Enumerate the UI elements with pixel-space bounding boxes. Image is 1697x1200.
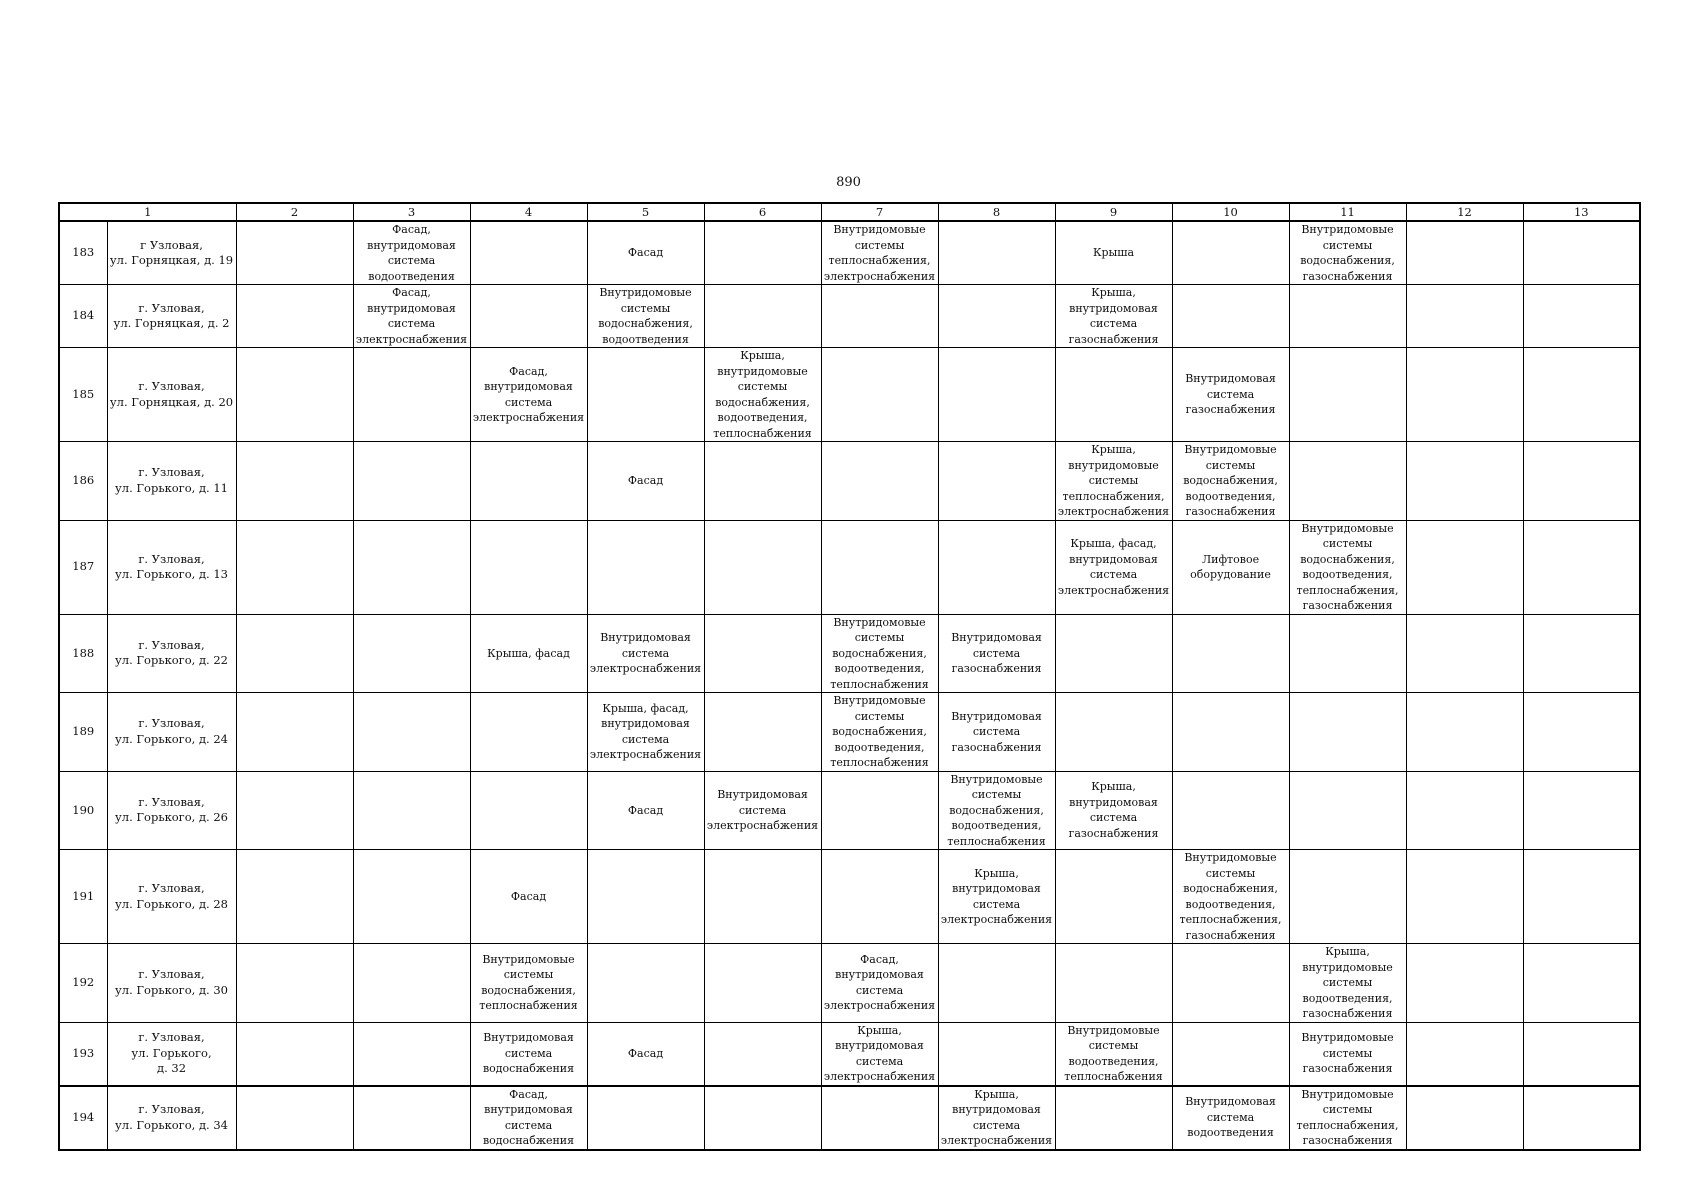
work-cell [1172, 771, 1289, 850]
work-cell [1406, 348, 1523, 442]
work-cell [236, 771, 353, 850]
column-header: 2 [236, 203, 353, 221]
table-row [59, 1086, 1640, 1150]
work-cell: Фасад [587, 771, 704, 850]
work-cell [704, 1022, 821, 1086]
work-cell [587, 1086, 704, 1150]
work-cell: Крыша, внутридомовая система газоснабжения [1055, 771, 1172, 850]
work-cell [1289, 285, 1406, 348]
work-cell [821, 285, 938, 348]
work-cell [821, 520, 938, 614]
work-cell [1406, 614, 1523, 693]
column-header: 12 [1406, 203, 1523, 221]
work-cell [821, 348, 938, 442]
work-cell [1289, 850, 1406, 944]
work-cell: Фасад, внутридомовая система водоснабжения [470, 1086, 587, 1150]
work-cell [821, 850, 938, 944]
work-cell [236, 1022, 353, 1086]
work-cell [353, 614, 470, 693]
address-cell: г. Узловая, ул. Горняцкая, д. 2 [107, 285, 236, 348]
work-cell: Крыша, внутридомовые системы теплоснабжения, электроснабжения [1055, 442, 1172, 521]
work-cell [353, 442, 470, 521]
work-cell [587, 520, 704, 614]
work-cell [1406, 693, 1523, 772]
work-cell [1055, 850, 1172, 944]
work-cell [704, 285, 821, 348]
table-row [59, 771, 1640, 850]
work-cell [1055, 614, 1172, 693]
work-cell: Крыша, фасад, внутридомовая система электроснабжения [587, 693, 704, 772]
work-cell [1523, 442, 1640, 521]
work-cell [1523, 348, 1640, 442]
work-cell: Внутридомовые системы теплоснабжения, газоснабжения [1289, 1086, 1406, 1150]
work-cell [704, 614, 821, 693]
work-cell [821, 442, 938, 521]
work-cell [353, 850, 470, 944]
row-number: 190 [59, 771, 107, 850]
work-cell: Фасад, внутридомовая система электроснабжения [353, 285, 470, 348]
column-number-row [59, 203, 1640, 221]
work-cell [587, 850, 704, 944]
work-cell: Внутридомовая система электроснабжения [587, 614, 704, 693]
work-cell [938, 1022, 1055, 1086]
work-cell [704, 1086, 821, 1150]
work-cell [353, 1086, 470, 1150]
work-cell [1055, 348, 1172, 442]
work-cell [938, 442, 1055, 521]
work-cell [704, 850, 821, 944]
work-cell: Крыша, фасад, внутридомовая система электроснабжения [1055, 520, 1172, 614]
work-cell [587, 944, 704, 1023]
table-row [59, 850, 1640, 944]
work-cell: Внутридомовые системы теплоснабжения, электроснабжения [821, 221, 938, 285]
work-cell [236, 285, 353, 348]
work-cell [1055, 1086, 1172, 1150]
work-cell [938, 520, 1055, 614]
work-cell [470, 221, 587, 285]
work-cell [1406, 442, 1523, 521]
address-cell: г. Узловая, ул. Горького, д. 13 [107, 520, 236, 614]
work-cell [1289, 442, 1406, 521]
work-cell [1406, 221, 1523, 285]
work-cell: Фасад [470, 850, 587, 944]
work-cell: Внутридомовая система водоотведения [1172, 1086, 1289, 1150]
work-cell: Крыша, внутридомовая система электроснабжения [821, 1022, 938, 1086]
work-cell: Внутридомовая система электроснабжения [704, 771, 821, 850]
work-cell [470, 520, 587, 614]
table-row [59, 348, 1640, 442]
work-cell [353, 693, 470, 772]
work-cell: Лифтовое оборудование [1172, 520, 1289, 614]
work-cell: Внутридомовая система газоснабжения [938, 693, 1055, 772]
work-cell [236, 442, 353, 521]
column-header: 11 [1289, 203, 1406, 221]
work-cell: Внутридомовые системы водоснабжения, водоотведения, теплоснабжения [938, 771, 1055, 850]
work-cell [236, 850, 353, 944]
column-header: 9 [1055, 203, 1172, 221]
work-cell [236, 693, 353, 772]
work-cell: Внутридомовые системы водоотведения, теплоснабжения [1055, 1022, 1172, 1086]
address-cell: г. Узловая, ул. Горького, д. 28 [107, 850, 236, 944]
work-cell [938, 348, 1055, 442]
work-cell [938, 285, 1055, 348]
work-cell: Фасад, внутридомовая система электроснабжения [821, 944, 938, 1023]
table-row [59, 221, 1640, 285]
work-cell: Крыша, внутридомовая система электроснабжения [938, 1086, 1055, 1150]
work-cell: Фасад, внутридомовая система электроснабжения [470, 348, 587, 442]
table-row [59, 944, 1640, 1023]
work-cell: Внутридомовые системы водоснабжения, теплоснабжения [470, 944, 587, 1023]
address-cell: г. Узловая, ул. Горького, д. 11 [107, 442, 236, 521]
address-cell: г. Узловая, ул. Горького, д. 22 [107, 614, 236, 693]
work-cell [821, 771, 938, 850]
work-cell [1406, 1022, 1523, 1086]
work-cell [353, 944, 470, 1023]
work-cell [353, 520, 470, 614]
table-body [59, 221, 1640, 1150]
work-cell [704, 442, 821, 521]
column-header: 4 [470, 203, 587, 221]
address-cell: г Узловая, ул. Горняцкая, д. 19 [107, 221, 236, 285]
work-cell [353, 1022, 470, 1086]
table-row [59, 693, 1640, 772]
work-cell [1055, 693, 1172, 772]
work-cell: Крыша, фасад [470, 614, 587, 693]
table-row [59, 1022, 1640, 1086]
work-cell [1523, 614, 1640, 693]
work-cell [1523, 1022, 1640, 1086]
work-cell [1289, 348, 1406, 442]
work-cell [236, 348, 353, 442]
work-cell: Крыша, внутридомовые системы водоотведения, газоснабжения [1289, 944, 1406, 1023]
work-cell [236, 1086, 353, 1150]
work-cell [1406, 285, 1523, 348]
work-cell: Крыша [1055, 221, 1172, 285]
work-cell: Внутридомовые системы водоснабжения, водоотведения, теплоснабжения [821, 614, 938, 693]
work-cell [1172, 614, 1289, 693]
work-cell [1523, 944, 1640, 1023]
work-cell [470, 285, 587, 348]
row-number: 188 [59, 614, 107, 693]
work-cell [236, 520, 353, 614]
row-number: 194 [59, 1086, 107, 1150]
table-row [59, 285, 1640, 348]
row-number: 183 [59, 221, 107, 285]
work-cell [704, 221, 821, 285]
work-cell: Внутридомовые системы водоснабжения, водоотведения, газоснабжения [1172, 442, 1289, 521]
work-cell [470, 771, 587, 850]
work-cell [1289, 614, 1406, 693]
work-cell: Внутридомовые системы водоснабжения, газоснабжения [1289, 221, 1406, 285]
work-cell [1289, 771, 1406, 850]
work-cell [470, 442, 587, 521]
address-cell: г. Узловая, ул. Горького, д. 30 [107, 944, 236, 1023]
work-cell: Внутридомовые системы водоснабжения, водоотведения, теплоснабжения, газоснабжения [1172, 850, 1289, 944]
work-cell [353, 348, 470, 442]
work-cell [1523, 850, 1640, 944]
table-row [59, 520, 1640, 614]
work-cell: Крыша, внутридомовая система электроснабжения [938, 850, 1055, 944]
work-cell [1406, 1086, 1523, 1150]
work-cell [821, 1086, 938, 1150]
row-number: 189 [59, 693, 107, 772]
work-cell: Крыша, внутридомовые системы водоснабжения, водоотведения, теплоснабжения [704, 348, 821, 442]
work-cell [1172, 1022, 1289, 1086]
address-cell: г. Узловая, ул. Горького, д. 26 [107, 771, 236, 850]
work-cell [704, 944, 821, 1023]
work-cell: Фасад [587, 442, 704, 521]
column-header: 13 [1523, 203, 1640, 221]
address-cell: г. Узловая, ул. Горького, д. 32 [107, 1022, 236, 1086]
work-cell [1172, 693, 1289, 772]
work-cell: Внутридомовые системы водоснабжения, водоотведения, теплоснабжения, газоснабжения [1289, 520, 1406, 614]
column-header: 10 [1172, 203, 1289, 221]
work-cell [1055, 944, 1172, 1023]
work-cell [1406, 850, 1523, 944]
work-cell [587, 348, 704, 442]
column-header: 8 [938, 203, 1055, 221]
address-cell: г. Узловая, ул. Горького, д. 24 [107, 693, 236, 772]
row-number: 192 [59, 944, 107, 1023]
work-cell: Внутридомовая система водоснабжения [470, 1022, 587, 1086]
column-header: 3 [353, 203, 470, 221]
work-cell: Внутридомовые системы газоснабжения [1289, 1022, 1406, 1086]
row-number: 187 [59, 520, 107, 614]
work-cell: Крыша, внутридомовая система газоснабжения [1055, 285, 1172, 348]
work-cell [704, 520, 821, 614]
column-header: 5 [587, 203, 704, 221]
work-cell [938, 944, 1055, 1023]
work-cell: Фасад [587, 221, 704, 285]
work-cell [1523, 693, 1640, 772]
work-cell: Фасад [587, 1022, 704, 1086]
work-cell [1523, 771, 1640, 850]
work-cell [236, 614, 353, 693]
work-cell [1523, 520, 1640, 614]
table-row [59, 614, 1640, 693]
work-cell [1523, 221, 1640, 285]
work-cell [1523, 285, 1640, 348]
work-cell [236, 944, 353, 1023]
page-number: 890 [836, 175, 861, 190]
row-number: 184 [59, 285, 107, 348]
column-header: 7 [821, 203, 938, 221]
column-header: 1 [59, 203, 236, 221]
work-cell [1406, 944, 1523, 1023]
work-cell: Внутридомовая система газоснабжения [938, 614, 1055, 693]
work-cell [1406, 520, 1523, 614]
work-cell: Внутридомовые системы водоснабжения, водоотведения [587, 285, 704, 348]
row-number: 185 [59, 348, 107, 442]
work-cell [1172, 944, 1289, 1023]
work-cell [1523, 1086, 1640, 1150]
work-cell [938, 221, 1055, 285]
row-number: 193 [59, 1022, 107, 1086]
row-number: 186 [59, 442, 107, 521]
work-cell: Внутридомовая система газоснабжения [1172, 348, 1289, 442]
work-cell [236, 221, 353, 285]
table-row [59, 442, 1640, 521]
work-cell [470, 693, 587, 772]
work-cell: Фасад, внутридомовая система водоотведения [353, 221, 470, 285]
work-cell [353, 771, 470, 850]
work-cell [1172, 285, 1289, 348]
work-cell [1289, 693, 1406, 772]
repair-schedule-table [58, 202, 1641, 1151]
address-cell: г. Узловая, ул. Горького, д. 34 [107, 1086, 236, 1150]
column-header: 6 [704, 203, 821, 221]
work-cell [704, 693, 821, 772]
work-cell [1406, 771, 1523, 850]
work-cell: Внутридомовые системы водоснабжения, водоотведения, теплоснабжения [821, 693, 938, 772]
address-cell: г. Узловая, ул. Горняцкая, д. 20 [107, 348, 236, 442]
work-cell [1172, 221, 1289, 285]
row-number: 191 [59, 850, 107, 944]
